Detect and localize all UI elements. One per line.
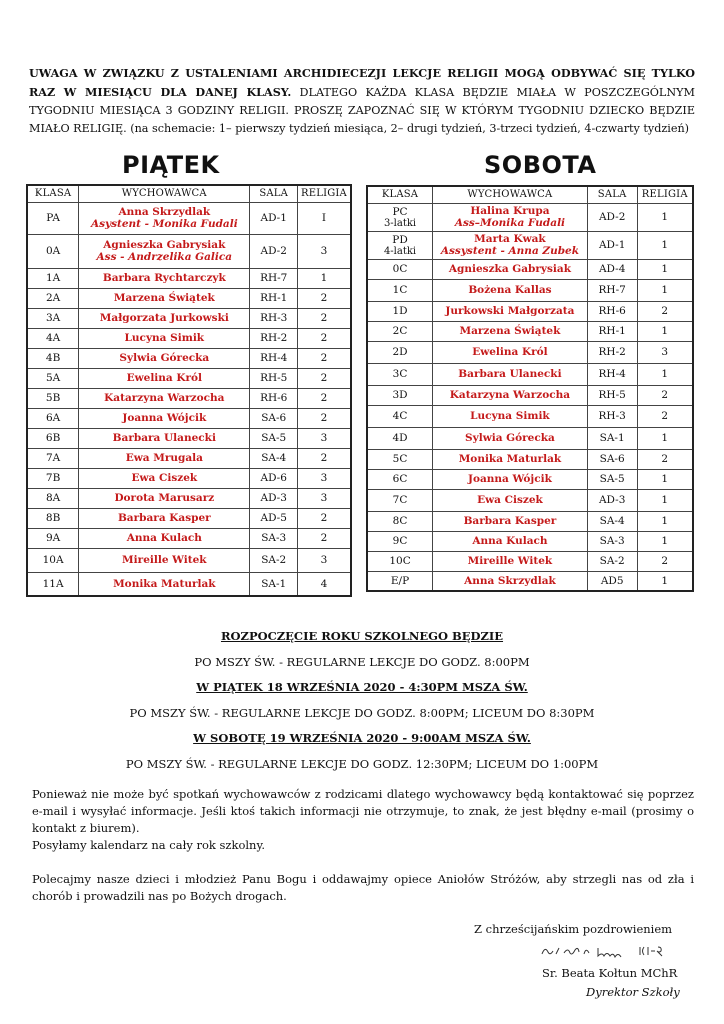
table-row — [367, 405, 693, 427]
cell-sala: SA-6 — [250, 408, 298, 428]
teacher-name: Sylwia Górecka — [465, 432, 555, 444]
klasa-label: 3A — [45, 312, 61, 324]
header-religia: RELIGIA — [298, 185, 352, 202]
cell-religia: 2 — [637, 385, 693, 405]
cell-klasa — [27, 468, 79, 488]
cell-sala: SA-1 — [587, 427, 637, 449]
teacher-name: Joanna Wójcik — [122, 412, 207, 424]
cell-sala: SA-5 — [587, 469, 637, 489]
saturday-mass-heading: W SOBOTĘ 19 WRZEŚNIA 2020 - 9:00AM MSZA ŚW. — [193, 731, 531, 745]
cell-religia: 1 — [637, 363, 693, 385]
teacher-name: Monika Maturlak — [113, 577, 216, 590]
cell-klasa — [27, 408, 79, 428]
teacher-name: Mireille Witek — [467, 555, 553, 567]
table-row — [367, 385, 693, 405]
cell-sala: AD-3 — [587, 489, 637, 511]
teacher-name: Mireille Witek — [122, 554, 207, 566]
cell-klasa — [367, 203, 433, 231]
table-row — [27, 408, 351, 428]
table-row — [27, 348, 351, 368]
klasa-label: 7C — [392, 494, 408, 506]
cell-sala: RH-1 — [587, 321, 637, 341]
cell-klasa — [367, 301, 433, 321]
cell-sala: SA-3 — [250, 528, 298, 548]
cell-religia: 2 — [637, 551, 693, 571]
cell-wychowawca — [79, 488, 250, 508]
cell-wychowawca — [433, 489, 588, 511]
cell-wychowawca — [433, 405, 588, 427]
cell-klasa — [367, 469, 433, 489]
cell-wychowawca — [79, 368, 250, 388]
table-row — [367, 449, 693, 469]
cell-klasa — [367, 385, 433, 405]
teacher-name: Marzena Świątek — [113, 292, 215, 304]
cell-religia: 2 — [298, 368, 352, 388]
table-row — [27, 488, 351, 508]
cell-sala: SA-2 — [587, 551, 637, 571]
cell-religia: 1 — [298, 268, 352, 288]
cell-klasa — [27, 368, 79, 388]
header-klasa: KLASA — [367, 186, 433, 203]
header-sala: SALA — [250, 185, 298, 202]
cell-sala: AD-6 — [250, 468, 298, 488]
cell-sala: RH-6 — [250, 388, 298, 408]
table-row — [367, 551, 693, 571]
klasa-label: 4D — [392, 432, 408, 444]
cell-wychowawca — [433, 531, 588, 551]
cell-sala: RH-5 — [250, 368, 298, 388]
klasa-label: PA — [46, 212, 60, 224]
klasa-label: 1A — [45, 272, 61, 284]
table-row — [367, 427, 693, 449]
table-row — [367, 203, 693, 231]
schedule-line-3: PO MSZY ŚW. - REGULARNE LEKCJE DO GODZ. 12:30PM; LICEUM DO 1:00PM — [125, 757, 599, 771]
header-wychowawca: WYCHOWAWCA — [433, 186, 588, 203]
handwritten-signature — [540, 942, 680, 960]
teacher-name: Małgorzata Jurkowski — [99, 312, 229, 324]
cell-klasa — [367, 321, 433, 341]
teacher-name: Ewa Ciszek — [131, 472, 198, 484]
klasa-label: 2A — [45, 292, 61, 304]
cell-sala: SA-4 — [587, 511, 637, 531]
klasa-label: 6A — [45, 412, 61, 424]
klasa-label: 7B — [45, 472, 61, 484]
friday-mass-heading: W PIĄTEK 18 WRZEŚNIA 2020 - 4:30PM MSZA ŚW. — [196, 680, 528, 694]
cell-wychowawca — [433, 385, 588, 405]
cell-sala: AD-2 — [250, 234, 298, 268]
cell-klasa — [27, 508, 79, 528]
cell-religia: 3 — [298, 428, 352, 448]
table-row — [367, 511, 693, 531]
cell-wychowawca — [79, 388, 250, 408]
table-row — [27, 328, 351, 348]
cell-wychowawca — [433, 301, 588, 321]
cell-religia: 3 — [298, 234, 352, 268]
cell-wychowawca — [433, 259, 588, 279]
klasa-label: 2C — [392, 325, 408, 337]
cell-klasa — [27, 548, 79, 572]
table-row — [27, 234, 351, 268]
teacher-name: Anna Kulach — [126, 532, 202, 544]
cell-wychowawca — [79, 428, 250, 448]
cell-klasa — [27, 202, 79, 234]
klasa-label: 10C — [389, 555, 411, 567]
signatory-role: Dyrektor Szkoły — [586, 985, 680, 999]
table-row — [367, 531, 693, 551]
teacher-name: Barbara Ulanecki — [458, 368, 562, 380]
cell-religia: 2 — [298, 288, 352, 308]
cell-klasa — [367, 363, 433, 385]
cell-sala: RH-1 — [250, 288, 298, 308]
klasa-label: 7A — [45, 452, 61, 464]
cell-sala: AD-1 — [587, 231, 637, 259]
cell-religia: 3 — [637, 341, 693, 363]
cell-religia: 2 — [298, 308, 352, 328]
teacher-name: Joanna Wójcik — [467, 473, 552, 485]
cell-klasa — [367, 341, 433, 363]
cell-sala: AD5 — [587, 571, 637, 591]
teacher-name: Ewelina Król — [472, 346, 548, 358]
cell-klasa — [367, 405, 433, 427]
header-wychowawca: WYCHOWAWCA — [79, 185, 250, 202]
header-religia: RELIGIA — [637, 186, 693, 203]
cell-sala: SA-6 — [587, 449, 637, 469]
klasa-label: 1D — [392, 305, 408, 317]
cell-wychowawca — [433, 511, 588, 531]
teacher-name: Lucyna Simik — [470, 410, 550, 422]
cell-religia: 1 — [637, 203, 693, 231]
cell-klasa — [27, 234, 79, 268]
teacher-name: Lucyna Simik — [124, 332, 205, 344]
cell-klasa — [367, 259, 433, 279]
cell-religia: 1 — [637, 427, 693, 449]
table-row — [27, 448, 351, 468]
klasa-label: 5C — [392, 453, 408, 465]
cell-religia: 1 — [637, 469, 693, 489]
klasa-label: E/P — [390, 574, 410, 587]
table-row — [367, 321, 693, 341]
cell-klasa — [27, 328, 79, 348]
cell-sala: RH-4 — [250, 348, 298, 368]
cell-wychowawca — [433, 363, 588, 385]
teacher-name: Agnieszka Gabrysiak — [448, 263, 571, 275]
assistant-name: Assystent - Anna Zubek — [440, 245, 579, 257]
cell-sala: RH-3 — [587, 405, 637, 427]
teacher-name: Barbara Kasper — [117, 512, 211, 524]
cell-religia: 2 — [298, 348, 352, 368]
cell-wychowawca — [433, 449, 588, 469]
teacher-name: Ewelina Król — [126, 372, 203, 384]
klasa-label: 5B — [45, 392, 61, 404]
teacher-name: Ewa Ciszek — [477, 494, 543, 506]
assistant-name: Ass - Andrzelika Galica — [96, 251, 233, 263]
teacher-name: Barbara Ulanecki — [112, 432, 216, 444]
klasa-label: 0C — [392, 263, 408, 275]
notice-rest: DLATEGO KAŻDA KLASA BĘDZIE MIAŁA W POSZCZEGÓLNYM TYGODNIU MIESIĄCA 3 GODZINY RELIGII. PROSZĘ ZAPOZNAĆ SIĘ W KTÓRYM TYGODNIU DZIECKO BĘDZIE MIAŁO RELIGIĘ. (na schemacie: 1– pierwszy tydzień miesiąca, 2– drugi tydzień, 3-trzeci tydzień, 4-czwarty tydzień) — [29, 86, 695, 135]
cell-sala: RH-7 — [250, 268, 298, 288]
klasa-label: 5A — [45, 372, 61, 384]
cell-wychowawca — [433, 231, 588, 259]
cell-sala: AD-5 — [250, 508, 298, 528]
cell-wychowawca — [433, 571, 588, 591]
cell-sala: RH-5 — [587, 385, 637, 405]
cell-wychowawca — [79, 202, 250, 234]
header-sala: SALA — [587, 186, 637, 203]
teacher-name: Marta Kwak — [474, 233, 546, 245]
teacher-name: Anna Skrzydlak — [464, 574, 556, 587]
cell-wychowawca — [79, 348, 250, 368]
table-row — [367, 571, 693, 591]
cell-wychowawca — [433, 203, 588, 231]
cell-sala: SA-1 — [250, 572, 298, 596]
klasa-label: 2D — [392, 346, 408, 358]
klasa-label: 9A — [45, 532, 61, 544]
paragraph-email: Ponieważ nie może być spotkań wychowawców z rodzicami dlatego wychowawcy będą kontaktować się poprzez e-mail i wysyłać informacje. Jeśli ktoś takich informacji nie otrzymuje, to znak, że jest błędny e-mail (prosimy o kontakt z biurem). — [32, 787, 694, 835]
table-row — [367, 363, 693, 385]
cell-religia: 3 — [298, 468, 352, 488]
table-row — [27, 268, 351, 288]
klasa-label: 11A — [42, 577, 64, 590]
klasa-label: 8B — [45, 512, 61, 524]
table-row — [27, 202, 351, 234]
cell-wychowawca — [79, 572, 250, 596]
schedule-line-1: PO MSZY ŚW. - REGULARNE LEKCJE DO GODZ. 8:00PM — [194, 655, 530, 669]
cell-religia: 1 — [637, 231, 693, 259]
friday-schedule-table — [26, 184, 352, 597]
cell-sala: RH-7 — [587, 279, 637, 301]
cell-religia: 1 — [637, 531, 693, 551]
cell-klasa — [27, 348, 79, 368]
cell-religia: 1 — [637, 321, 693, 341]
cell-wychowawca — [79, 508, 250, 528]
klasa-label: 6B — [45, 432, 61, 444]
cell-klasa — [27, 572, 79, 596]
table-row — [27, 368, 351, 388]
table-row — [27, 572, 351, 596]
schedule-line-2: PO MSZY ŚW. - REGULARNE LEKCJE DO GODZ. 8:00PM; LICEUM DO 8:30PM — [129, 706, 595, 720]
cell-wychowawca — [433, 469, 588, 489]
saturday-schedule-table — [366, 185, 694, 592]
cell-sala: SA-4 — [250, 448, 298, 468]
klasa-label: 9C — [392, 535, 408, 547]
cell-klasa — [367, 511, 433, 531]
table-row — [27, 548, 351, 572]
teacher-name: Bożena Kallas — [468, 284, 552, 296]
teacher-name: Anna Skrzydlak — [118, 206, 211, 218]
table-row — [367, 279, 693, 301]
cell-klasa — [27, 448, 79, 468]
cell-religia: 2 — [637, 301, 693, 321]
cell-wychowawca — [79, 234, 250, 268]
cell-wychowawca — [79, 548, 250, 572]
klasa-sub-label: 3-latki — [383, 217, 417, 229]
table-row — [367, 231, 693, 259]
table-row — [367, 489, 693, 511]
cell-wychowawca — [79, 408, 250, 428]
klasa-label: PC — [392, 205, 408, 218]
klasa-sub-label: 4-latki — [383, 245, 417, 257]
teacher-name: Monika Maturlak — [458, 453, 562, 465]
cell-klasa — [27, 268, 79, 288]
cell-klasa — [27, 288, 79, 308]
cell-wychowawca — [433, 427, 588, 449]
cell-sala: RH-2 — [587, 341, 637, 363]
cell-wychowawca — [79, 328, 250, 348]
cell-sala: AD-1 — [250, 202, 298, 234]
notice-bold: UWAGA W ZWIĄZKU Z USTALENIAMI ARCHIDIECEZJI LEKCJE RELIGII MOGĄ ODBYWAĆ SIĘ TYLKO RAZ W MIESIĄCU DLA DANEJ KLASY. — [29, 66, 695, 99]
klasa-label: 0A — [45, 245, 61, 257]
cell-religia: 2 — [298, 448, 352, 468]
cell-wychowawca — [79, 268, 250, 288]
signatory-name: Sr. Beata Kołtun MChR — [542, 966, 678, 980]
cell-religia: 2 — [637, 449, 693, 469]
klasa-label: 8A — [45, 492, 61, 504]
cell-religia: 1 — [637, 571, 693, 591]
cell-klasa — [27, 488, 79, 508]
table-row — [27, 508, 351, 528]
klasa-label: 3C — [392, 368, 408, 380]
cell-religia: 1 — [637, 511, 693, 531]
cell-klasa — [27, 388, 79, 408]
teacher-name: Barbara Kasper — [463, 515, 557, 527]
teacher-name: Agnieszka Gabrysiak — [103, 239, 226, 251]
friday-title: PIĄTEK — [122, 151, 220, 179]
teacher-name: Marzena Świątek — [459, 325, 561, 337]
cell-wychowawca — [433, 551, 588, 571]
table-row — [27, 308, 351, 328]
cell-klasa — [367, 427, 433, 449]
cell-wychowawca — [433, 321, 588, 341]
cell-religia: 3 — [298, 548, 352, 572]
school-year-heading: ROZPOCZĘCIE ROKU SZKOLNEGO BĘDZIE — [220, 629, 504, 643]
klasa-label: 4C — [392, 410, 408, 422]
table-row — [367, 341, 693, 363]
cell-wychowawca — [79, 468, 250, 488]
paragraph-blessing: Polecajmy nasze dzieci i młodzież Panu Bogu i oddawajmy opiece Aniołów Stróżów, aby strzegli nas od zła i chorób i prowadzili nas po Bożych drogach. — [32, 872, 694, 903]
cell-religia: 2 — [298, 508, 352, 528]
cell-religia: 3 — [298, 488, 352, 508]
cell-sala: AD-4 — [587, 259, 637, 279]
table-row — [27, 468, 351, 488]
cell-sala: SA-2 — [250, 548, 298, 572]
cell-sala: AD-2 — [587, 203, 637, 231]
teacher-name: Dorota Marusarz — [114, 492, 215, 504]
cell-religia: 1 — [637, 279, 693, 301]
cell-religia: 2 — [637, 405, 693, 427]
closing-greeting: Z chrześcijańskim pozdrowieniem — [474, 922, 673, 936]
cell-sala: AD-3 — [250, 488, 298, 508]
cell-religia: 1 — [637, 489, 693, 511]
teacher-name: Halina Krupa — [470, 205, 550, 217]
teacher-name: Jurkowski Małgorzata — [445, 305, 575, 317]
table-row — [367, 259, 693, 279]
table-row — [27, 428, 351, 448]
cell-wychowawca — [79, 528, 250, 548]
teacher-name: Katarzyna Warzocha — [449, 389, 571, 401]
notice-paragraph — [29, 64, 695, 138]
teacher-name: Anna Kulach — [472, 535, 548, 547]
table-row — [27, 288, 351, 308]
klasa-label: PD — [392, 233, 408, 246]
cell-klasa — [27, 308, 79, 328]
klasa-label: 10A — [42, 554, 64, 566]
cell-klasa — [367, 279, 433, 301]
klasa-label: 4A — [45, 332, 61, 344]
table-row — [27, 528, 351, 548]
cell-religia: 2 — [298, 328, 352, 348]
cell-wychowawca — [79, 448, 250, 468]
cell-klasa — [27, 428, 79, 448]
cell-klasa — [367, 449, 433, 469]
cell-klasa — [27, 528, 79, 548]
cell-klasa — [367, 551, 433, 571]
klasa-label: 1C — [392, 284, 408, 296]
teacher-name: Katarzyna Warzocha — [104, 392, 225, 404]
cell-sala: RH-2 — [250, 328, 298, 348]
assistant-name: Ass–Monika Fudali — [454, 217, 566, 229]
klasa-label: 8C — [392, 515, 408, 527]
klasa-label: 6C — [392, 473, 408, 485]
cell-religia: 2 — [298, 408, 352, 428]
cell-klasa — [367, 231, 433, 259]
cell-wychowawca — [433, 279, 588, 301]
cell-sala: RH-6 — [587, 301, 637, 321]
cell-klasa — [367, 489, 433, 511]
cell-sala: RH-4 — [587, 363, 637, 385]
saturday-title: SOBOTA — [484, 151, 597, 179]
cell-wychowawca — [433, 341, 588, 363]
klasa-label: 4B — [45, 352, 61, 364]
assistant-name: Asystent - Monika Fudali — [90, 218, 238, 230]
table-row — [367, 301, 693, 321]
table-row — [367, 469, 693, 489]
cell-religia: I — [298, 202, 352, 234]
cell-sala: SA-5 — [250, 428, 298, 448]
paragraph-calendar: Posyłamy kalendarz na cały rok szkolny. — [32, 838, 266, 852]
cell-religia: 1 — [637, 259, 693, 279]
cell-religia: 2 — [298, 528, 352, 548]
header-klasa: KLASA — [27, 185, 79, 202]
teacher-name: Sylwia Górecka — [119, 352, 210, 364]
cell-klasa — [367, 531, 433, 551]
cell-wychowawca — [79, 288, 250, 308]
cell-klasa — [367, 571, 433, 591]
cell-sala: SA-3 — [587, 531, 637, 551]
cell-religia: 2 — [298, 388, 352, 408]
teacher-name: Ewa Mrugala — [125, 452, 203, 464]
table-row — [27, 388, 351, 408]
klasa-label: 3D — [392, 389, 408, 401]
cell-religia: 4 — [298, 572, 352, 596]
teacher-name: Barbara Rychtarczyk — [102, 272, 226, 284]
cell-wychowawca — [79, 308, 250, 328]
cell-sala: RH-3 — [250, 308, 298, 328]
